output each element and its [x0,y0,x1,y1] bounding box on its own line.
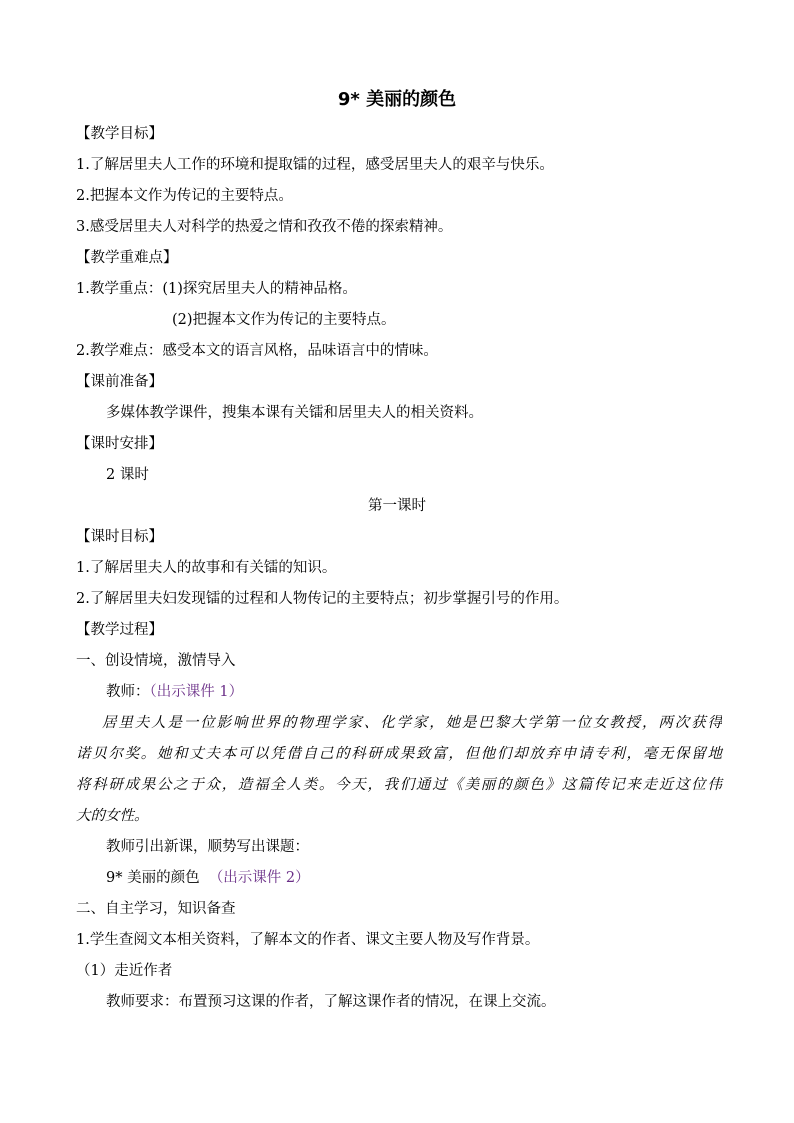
preparation-text: 多媒体教学课件，搜集本课有关镭和居里夫人的相关资料。 [106,405,483,421]
teacher-intro: 教师引出新课，顺势写出课题： [106,839,309,855]
intro-paragraph-line-4: 大的女性。 [76,808,149,824]
study-item-1: 1.学生查阅文本相关资料，了解本文的作者、课文主要人物及写作背景。 [76,932,540,948]
courseware-2-label: （出示课件 2） [208,870,310,886]
key-point-2: 2.教学难点：感受本文的语言风格，品味语言中的情味。 [76,343,438,359]
teacher-label: 教师： [106,684,150,700]
title-repeat: 9* 美丽的颜色 [106,870,200,886]
teaching-goals-heading: 【教学目标】 [76,126,163,142]
lesson-goal-1: 1.了解居里夫人的故事和有关镭的知识。 [76,560,337,576]
author-subheading: （1）走近作者 [76,963,173,979]
key-point-1b: (2)把握本文作为传记的主要特点。 [172,312,396,328]
key-points-heading: 【教学重难点】 [76,250,178,266]
teacher-requirement: 教师要求：布置预习这课的作者，了解这课作者的情况，在课上交流。 [106,994,556,1010]
teacher-courseware-line [106,682,243,702]
teaching-goal-2: 2.把握本文作为传记的主要特点。 [76,188,293,204]
page-title: 9* 美丽的颜色 [337,89,457,110]
step-2-heading: 二、自主学习，知识备查 [76,901,236,917]
teaching-goal-3: 3.感受居里夫人对科学的热爱之情和孜孜不倦的探索精神。 [76,219,453,235]
teaching-goal-1: 1.了解居里夫人工作的环境和提取镭的过程，感受居里夫人的艰辛与快乐。 [76,157,554,173]
intro-paragraph-line-3: 将科研成果公之于众，造福全人类。今天，我们通过《美丽的颜色》这篇传记来走近这位伟 [76,777,722,793]
process-heading: 【教学过程】 [76,622,163,638]
preparation-heading: 【课前准备】 [76,374,163,390]
courseware-1-label: （出示课件 1） [149,684,244,700]
key-point-1: 1.教学重点：(1)探究居里夫人的精神品格。 [76,281,357,297]
lesson-goal-2: 2.了解居里夫妇发现镭的过程和人物传记的主要特点；初步掌握引号的作用。 [76,591,569,607]
schedule-heading: 【课时安排】 [76,436,163,452]
intro-paragraph-line-1: 居里夫人是一位影响世界的物理学家、化学家，她是巴黎大学第一位女教授，两次获得 [102,715,722,731]
intro-paragraph-line-2: 诺贝尔奖。她和丈夫本可以凭借自己的科研成果致富，但他们却放弃申请专利，毫无保留地 [76,746,722,762]
step-1-heading: 一、创设情境，激情导入 [76,653,236,669]
schedule-text: 2 课时 [106,467,149,483]
title-with-courseware-line [106,868,310,888]
lesson-goals-heading: 【课时目标】 [76,529,163,545]
lesson-title: 第一课时 [368,498,426,514]
